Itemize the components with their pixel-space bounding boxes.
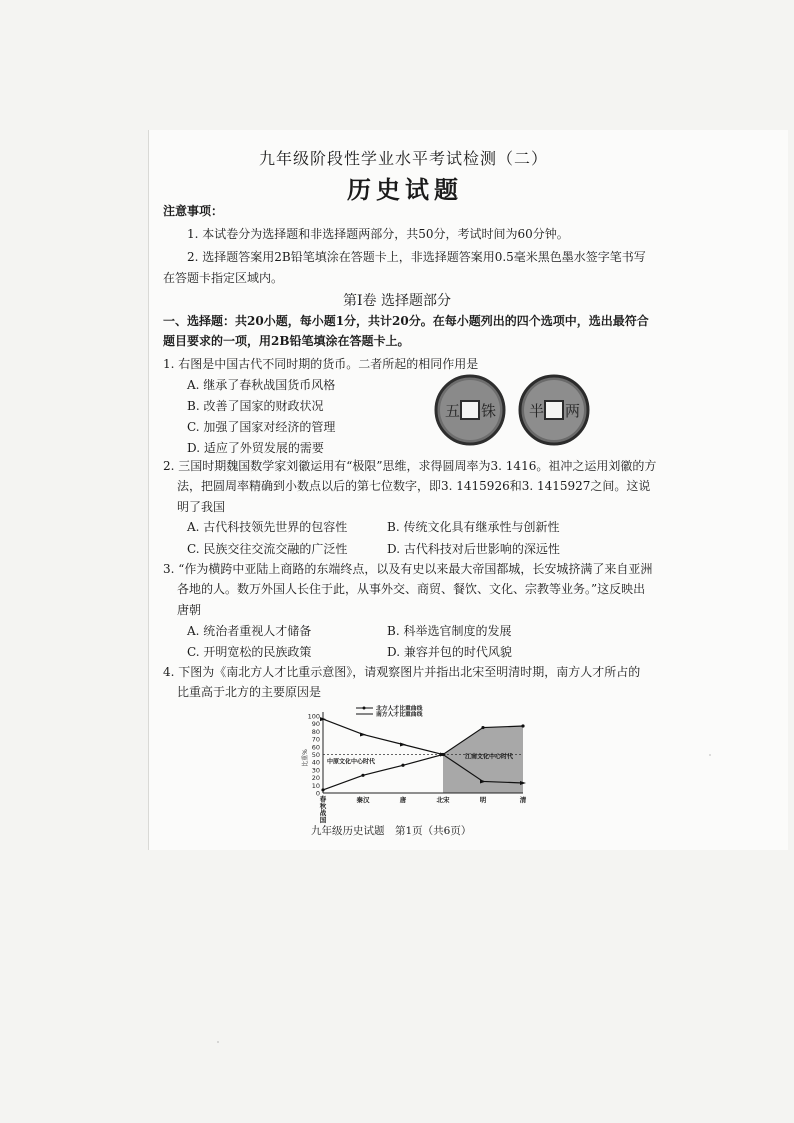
south-data-point bbox=[361, 774, 364, 777]
chart-legend bbox=[356, 704, 423, 718]
coin-2-right-char: 两 bbox=[565, 402, 581, 420]
q3-option-c: C. 开明宽松的民族政策 bbox=[187, 645, 312, 659]
annotation-jiangnan-era: 江南文化中心时代 bbox=[465, 753, 514, 761]
south-data-point bbox=[321, 788, 324, 791]
x-category-label: 清 bbox=[519, 796, 527, 804]
question-4-stem: 4. 下图为《南北方人才比重示意图》，请观察图片并指出北宋至明清时期，南方人才所占的 bbox=[163, 665, 641, 679]
q3-option-b: B. 科举选官制度的发展 bbox=[387, 624, 512, 638]
section-title: 第Ⅰ卷 选择题部分 bbox=[343, 293, 451, 309]
y-tick-label: 50 bbox=[311, 751, 320, 759]
q2-option-b: B. 传统文化具有继承性与创新性 bbox=[387, 520, 560, 534]
y-tick-label: 100 bbox=[307, 712, 320, 721]
y-tick-label: 70 bbox=[311, 735, 320, 744]
chart-x-categories bbox=[320, 794, 527, 824]
x-category-label: 唐 bbox=[399, 796, 407, 804]
question-2-stem: 2. 三国时期魏国数学家刘徽运用有“极限”思维，求得圆周率为3. 1416。祖冲之运用刘徽的方 bbox=[163, 459, 657, 473]
q1-option-a: A. 继承了春秋战国货币风格 bbox=[187, 378, 336, 392]
question-2-stem-line2: 法，把圆周率精确到小数点以后的第七位数字，即3. 1415926和3. 1415927之间。这说 bbox=[177, 479, 651, 493]
chart-y-ticks bbox=[301, 713, 320, 798]
question-3-stem-line3: 唐朝 bbox=[177, 603, 202, 617]
section-instruction: 一、选择题：共20小题，每小题1分，共计20分。在每小题列出的四个选项中，选出最符合 bbox=[163, 314, 649, 328]
north-data-point bbox=[360, 732, 366, 736]
question-3-stem: 3. “作为横跨中亚陆上商路的东端终点，以及有史以来最大帝国都城，长安城挤满了来自亚洲 bbox=[163, 562, 653, 576]
page-footer: 九年级历史试题 第1页（共6页） bbox=[311, 825, 472, 837]
annotation-central-plains-era: 中原文化中心时代 bbox=[327, 758, 376, 766]
notice-item-2: 2. 选择题答案用2B铅笔填涂在答题卡上，非选择题答案用0.5毫米黑色墨水签字笔书写 bbox=[187, 250, 646, 264]
q1-option-c: C. 加强了国家对经济的管理 bbox=[187, 420, 336, 434]
coin-2-left-char: 半 bbox=[529, 402, 545, 420]
notice-item-2-cont: 在答题卡指定区域内。 bbox=[163, 271, 284, 285]
ancient-coins-image bbox=[432, 372, 592, 452]
question-2-stem-line3: 明了我国 bbox=[177, 500, 226, 514]
y-tick-label: 30 bbox=[311, 766, 320, 775]
y-tick-label: 0 bbox=[315, 789, 320, 798]
y-tick-label: 20 bbox=[311, 774, 320, 783]
scan-speck bbox=[602, 592, 605, 595]
y-tick-label: 40 bbox=[311, 758, 320, 767]
question-3-stem-line2: 各地的人。数万外国人长住于此，从事外交、商贸、餐饮、文化、宗教等业务。”这反映出 bbox=[177, 582, 646, 596]
y-tick-label: 90 bbox=[311, 720, 320, 729]
q2-option-a: A. 古代科技领先世界的包容性 bbox=[187, 520, 348, 534]
legend-marker bbox=[363, 707, 366, 710]
y-tick-label: 10 bbox=[311, 781, 320, 790]
legend-label: 北方人才比重曲线 bbox=[376, 706, 423, 713]
south-data-point bbox=[401, 764, 404, 767]
notice-item-1: 1. 本试卷分为选择题和非选择题两部分，共50分，考试时间为60分钟。 bbox=[187, 227, 569, 241]
q2-option-d: D. 古代科技对后世影响的深远性 bbox=[387, 542, 560, 556]
legend-label: 南方人才比重曲线 bbox=[376, 712, 423, 719]
x-category-label: 秦汉 bbox=[356, 796, 370, 804]
q3-option-a: A. 统治者重视人才储备 bbox=[187, 624, 312, 638]
question-4-stem-line2: 比重高于北方的主要原因是 bbox=[177, 685, 322, 699]
coin-1-left-char: 五 bbox=[445, 402, 461, 420]
north-data-point bbox=[400, 742, 406, 746]
y-tick-label: 80 bbox=[311, 727, 320, 736]
coin-1-right-char: 铢 bbox=[481, 402, 497, 420]
x-category-label: 春秋战国 bbox=[319, 795, 327, 824]
notice-heading: 注意事项： bbox=[163, 204, 224, 218]
q1-option-d: D. 适应了外贸发展的需要 bbox=[187, 441, 324, 455]
section-instruction-cont: 题目要求的一项，用2B铅笔填涂在答题卡上。 bbox=[163, 334, 410, 348]
x-category-label: 明 bbox=[479, 796, 487, 804]
south-data-point bbox=[521, 724, 524, 727]
paper-edge bbox=[148, 130, 149, 850]
coin-wuzhu bbox=[436, 376, 504, 444]
south-data-point bbox=[441, 753, 444, 756]
question-1-stem: 1. 右图是中国古代不同时期的货币。二者所起的相同作用是 bbox=[163, 357, 479, 371]
talent-ratio-chart bbox=[301, 702, 533, 824]
scan-speck bbox=[709, 754, 711, 756]
south-data-point bbox=[481, 726, 484, 729]
y-axis-label: 比重% bbox=[302, 749, 309, 767]
q3-option-d: D. 兼容并包的时代风貌 bbox=[387, 645, 512, 659]
q1-option-b: B. 改善了国家的财政状况 bbox=[187, 399, 324, 413]
q2-option-c: C. 民族交往交流交融的广泛性 bbox=[187, 542, 348, 556]
subject-title: 历史试题 bbox=[347, 175, 463, 204]
y-tick-label: 60 bbox=[311, 743, 320, 752]
scan-speck bbox=[217, 1041, 219, 1043]
coin-banliang bbox=[520, 376, 588, 444]
exam-title: 九年级阶段性学业水平考试检测（二） bbox=[259, 149, 549, 168]
x-category-label: 北宋 bbox=[436, 796, 450, 804]
